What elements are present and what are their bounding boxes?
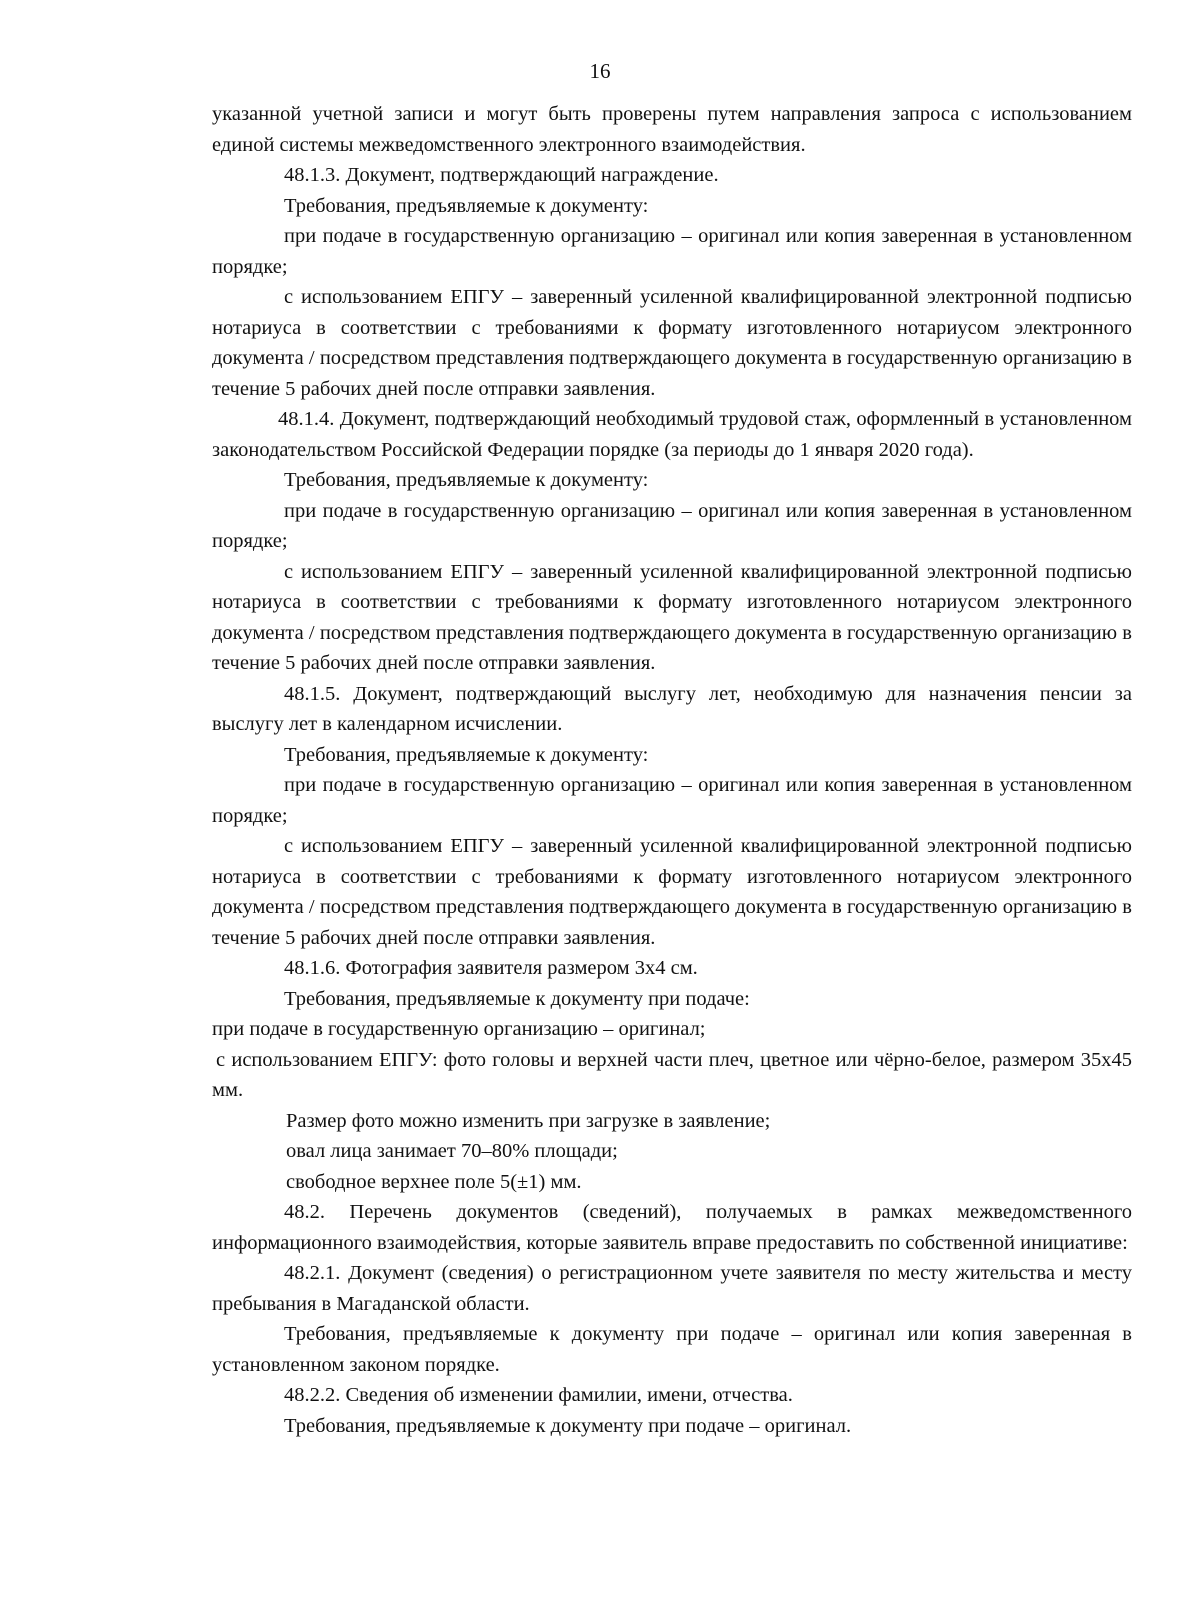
paragraph-requirements-5: Требования, предъявляемые к документу при подаче – оригинал или копия заверенная в установленном законом порядке. <box>212 1323 1132 1376</box>
paragraph-48-1-5-heading: 48.1.5. Документ, подтверждающий выслугу лет, необходимую для назначения пенсии за выслугу лет в календарном исчислении. <box>212 682 1132 735</box>
paragraph-requirements-3: Требования, предъявляемые к документу: <box>284 743 649 766</box>
paragraph-epgu-2: с использованием ЕПГУ – заверенный усиленной квалифицированной электронной подписью нотариуса в соответствии с требованиями к формату изготовленного нотариусом электронного документа / посредством представления подтверждающего документа в государственную организацию в течение 5 рабочих дней после отправки заявления. <box>212 560 1132 674</box>
paragraph-state-org-1: при подаче в государственную организацию – оригинал или копия заверенная в установленном порядке; <box>212 225 1132 278</box>
paragraph-48-1-6-heading: 48.1.6. Фотография заявителя размером 3х4 см. <box>284 957 698 979</box>
paragraph-48-2-1-heading: 48.2.1. Документ (сведения) о регистрационном учете заявителя по месту жительства и месту пребывания в Магаданской области. <box>212 1262 1132 1315</box>
paragraph-48-1-3-heading: 48.1.3. Документ, подтверждающий награждение. <box>284 164 719 186</box>
paragraph-requirements-1: Требования, предъявляемые к документу: <box>284 194 649 217</box>
paragraph-epgu-1: с использованием ЕПГУ – заверенный усиленной квалифицированной электронной подписью нотариуса в соответствии с требованиями к формату изготовленного нотариусом электронного документа / посредством представления подтверждающего документа в государственную организацию в течение 5 рабочих дней после отправки заявления. <box>212 286 1132 400</box>
paragraph-requirements-6: Требования, предъявляемые к документу при подаче – оригинал. <box>284 1414 852 1437</box>
paragraph-photo-top-margin: свободное верхнее поле 5(±1) мм. <box>286 1170 582 1193</box>
paragraph-requirements-4: Требования, предъявляемые к документу при подаче: <box>284 987 750 1010</box>
paragraph-state-org-4: при подаче в государственную организацию – оригинал; <box>212 1018 706 1040</box>
paragraph-requirements-2: Требования, предъявляемые к документу: <box>284 469 649 491</box>
paragraph-state-org-3: при подаче в государственную организацию – оригинал или копия заверенная в установленном порядке; <box>212 774 1132 827</box>
document-body <box>212 99 1132 1441</box>
paragraph-epgu-photo: с использованием ЕПГУ: фото головы и верхней части плеч, цветное или чёрно-белое, размером 35х45 мм. <box>212 1048 1132 1101</box>
paragraph-state-org-2: при подаче в государственную организацию – оригинал или копия заверенная в установленном порядке; <box>212 499 1132 552</box>
paragraph-epgu-3: с использованием ЕПГУ – заверенный усиленной квалифицированной электронной подписью нотариуса в соответствии с требованиями к формату изготовленного нотариусом электронного документа / посредством представления подтверждающего документа в государственную организацию в течение 5 рабочих дней после отправки заявления. <box>212 835 1132 949</box>
paragraph-continuation: указанной учетной записи и могут быть проверены путем направления запроса с использованием единой системы межведомственного электронного взаимодействия. <box>212 103 1132 156</box>
paragraph-photo-oval: овал лица занимает 70–80% площади; <box>286 1140 618 1162</box>
paragraph-48-1-4-heading: 48.1.4. Документ, подтверждающий необходимый трудовой стаж, оформленный в установленном законодательством Российской Федерации порядке (за периоды до 1 января 2020 года). <box>212 408 1132 461</box>
paragraph-48-2-2-heading: 48.2.2. Сведения об изменении фамилии, имени, отчества. <box>284 1384 793 1406</box>
paragraph-48-2-heading: 48.2. Перечень документов (сведений), получаемых в рамках межведомственного информационного взаимодействия, которые заявитель вправе предоставить по собственной инициативе: <box>212 1201 1132 1254</box>
page-number: 16 <box>589 59 611 83</box>
paragraph-photo-resize: Размер фото можно изменить при загрузке в заявление; <box>286 1109 771 1132</box>
